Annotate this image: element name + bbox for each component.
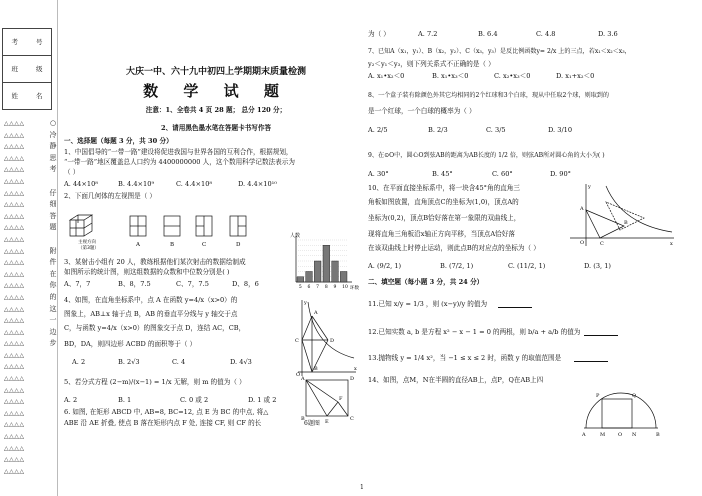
- seal-char: 边: [49, 327, 57, 336]
- seal-char: 思: [49, 153, 57, 162]
- page-number: 1: [360, 484, 364, 491]
- q4-hyperbola-figure: [288, 296, 360, 378]
- q5-option-d: D. 1 或 2: [248, 396, 277, 404]
- q14-label-n: N: [632, 432, 637, 438]
- svg-text:O: O: [296, 372, 301, 378]
- seal-char: 在: [49, 269, 57, 278]
- seal-char: 步: [49, 339, 57, 348]
- q8-line2: 是一个红球，一个白球的概率为（ ）: [368, 107, 476, 115]
- q14-label-q: Q: [632, 393, 637, 399]
- seal-char: 答: [49, 211, 57, 220]
- q14-label-b: B: [656, 432, 660, 438]
- q6-option-b: B. 6.4: [478, 30, 498, 38]
- q2-label-b: B: [170, 242, 175, 248]
- q9-option-b: B. 45°: [432, 170, 453, 178]
- q11-answer-blank[interactable]: [498, 302, 532, 308]
- exam-note-1: 注意：1、全卷共 4 页 28 题； 总分 120 分；: [145, 106, 287, 114]
- q9-option-d: D. 90°: [550, 170, 571, 178]
- seal-char: 一: [49, 316, 57, 325]
- seal-char: 的: [49, 292, 57, 301]
- exam-title: 大庆一中、六十九中初四上学期期末质量检测: [125, 67, 306, 77]
- seal-char: [49, 176, 57, 188]
- seal-triangle-row: △△△△: [4, 235, 25, 243]
- q3-line2: 如图所示的统计图，则这组数据的众数和中位数分别是( ): [64, 268, 230, 276]
- seal-triangle-row: △△△△: [4, 270, 25, 278]
- seal-char: 这: [49, 304, 57, 313]
- q12-answer-blank[interactable]: [584, 330, 618, 336]
- q6-option-c: C. 4.8: [536, 30, 556, 38]
- q8-option-d: D. 3/10: [548, 126, 573, 134]
- q12-text: 12.已知实数 a, b 是方程 x² − x − 1 = 0 的两根，则 b/a + a/b 的值为: [368, 328, 581, 336]
- q1-option-d: D. 4.4×10¹⁰: [238, 180, 277, 188]
- q3-option-d: D、8，6: [232, 280, 259, 288]
- svg-text:y: y: [588, 184, 591, 190]
- q7-line2: y₂＜y₁＜y₃，则下列关系式不正确的是（ ）: [368, 60, 495, 68]
- bar: [332, 261, 339, 282]
- q2-label-a: A: [136, 242, 140, 248]
- q10-option-a: A. (9/2, 1): [368, 262, 402, 270]
- x-axis-label: 环数: [350, 286, 359, 291]
- q3-line1: 3、某射击小组有 20 人，教练根据他们某次射击的数据绘制成: [64, 258, 246, 266]
- svg-text:D: D: [330, 338, 335, 344]
- seal-triangle-row: △△△△: [4, 212, 25, 220]
- q10-triangle-figure: [566, 180, 678, 250]
- svg-text:B: B: [624, 220, 628, 226]
- svg-text:B: B: [301, 416, 305, 422]
- bar: [314, 261, 321, 282]
- svg-text:x: x: [670, 241, 673, 247]
- q14-label-p: P: [596, 393, 600, 399]
- q4-option-d: D. 4√3: [230, 358, 252, 366]
- binding-strip: [0, 0, 58, 496]
- seal-char: 细: [49, 200, 57, 209]
- q6-option-d: D. 3.6: [598, 30, 618, 38]
- q7-option-a: A. x₁•x₂＜0: [368, 72, 405, 80]
- q7-option-b: B. x₁•x₃＜0: [432, 72, 469, 80]
- bar: [297, 277, 304, 282]
- seal-triangle-row: △△△△: [4, 467, 25, 475]
- seal-triangle-row: △△△△: [4, 317, 25, 325]
- q1-option-c: C. 4.4×10⁸: [176, 180, 213, 188]
- q2-label-c: C: [202, 242, 207, 248]
- q9-option-a: A. 30°: [368, 170, 389, 178]
- seal-triangle-row: △△△△: [4, 409, 25, 417]
- seal-char: 附: [49, 246, 57, 255]
- seal-line-triangles: [4, 118, 48, 477]
- seal-char: 冷: [49, 130, 57, 139]
- seal-triangle-row: △△△△: [4, 247, 25, 255]
- section2-heading: 二、填空题（每小题 3 分，共 24 分）: [368, 278, 484, 286]
- seal-triangle-row: △△△△: [4, 166, 25, 174]
- svg-text:A: A: [301, 376, 305, 382]
- seal-triangle-row: △△△△: [4, 456, 25, 464]
- svg-text:E: E: [325, 419, 329, 425]
- q6-line1: 6. 如图, 在矩形 ABCD 中, AB=8, BC=12, 点 E 为 BC 的中点, 将△: [64, 408, 269, 416]
- seal-triangle-row: △△△△: [4, 386, 25, 394]
- x-tick-label: 5: [298, 285, 302, 290]
- q10-option-d: D. (3, 1): [584, 262, 611, 270]
- q4-line1: 4、如图，在直角坐标系中，点 A 在函数 y=4/x（x>0）的: [64, 296, 238, 304]
- q10-option-c: C. (11/2, 1): [508, 262, 546, 270]
- seal-triangle-row: △△△△: [4, 177, 25, 185]
- q6-option-a: A. 7.2: [418, 30, 438, 38]
- q13-text: 13.抛物线 y = 1/4 x²，当 −1 ≤ x ≤ 2 时，函数 y 的取值范围是: [368, 354, 562, 362]
- bar: [323, 245, 330, 282]
- q5-text: 5、若分式方程 (2−m)/(x−1) = 1/x 无解，则 m 的值为（ ）: [64, 378, 246, 386]
- x-tick-label: 9: [333, 285, 337, 290]
- q8-line1: 8、一个盒子装有除颜色外其它均相同的2个红球和3个白球，现从中任取2个球，则取到的: [368, 92, 609, 99]
- q6-caption: 6题图: [304, 420, 320, 427]
- x-tick-label: 6: [307, 285, 311, 290]
- name-label: 姓 名: [3, 83, 52, 110]
- q14-semicircle-figure: [578, 388, 664, 440]
- q4-line2: 图象上，AB⊥x 轴于点 B，AB 的垂直平分线与 y 轴交于点: [64, 310, 238, 318]
- bar: [306, 272, 313, 283]
- y-axis-label: 人数: [290, 233, 301, 239]
- seal-triangle-row: △△△△: [4, 375, 25, 383]
- seal-triangle-row: △△△△: [4, 305, 25, 313]
- seal-char: 件: [49, 258, 57, 267]
- subject-title: 数 学 试 题: [143, 82, 289, 100]
- seal-char: 你: [49, 281, 57, 290]
- q1-line1: 1、中国倡导的“一带一路”建设将促进我国与世界各国的互利合作，根据规划，: [64, 148, 293, 156]
- q3-option-b: B、8，7.5: [118, 280, 151, 288]
- student-info-table: [2, 28, 52, 110]
- q2-label-d: D: [236, 242, 241, 248]
- seal-triangle-row: △△△△: [4, 120, 25, 127]
- q6-line2: ABE 沿 AE 折叠, 使点 B 落在矩形内点 F 处, 连接 CF, 则 CF 的长: [64, 419, 262, 427]
- svg-text:C: C: [350, 416, 354, 422]
- q5-option-c: C. 0 或 2: [180, 396, 209, 404]
- q4-option-c: C. 4: [172, 358, 186, 366]
- q10-line2: 角板如图放置，直角顶点C的坐标为(1,0)，顶点A的: [368, 198, 519, 206]
- seal-triangle-row: △△△△: [4, 328, 25, 336]
- exam-note-2: 2、请用黑色墨水笔在答题卡书写作答: [160, 124, 272, 132]
- q9-text: 9、在⊙O中，圆心O到弦AB的距离为AB长度的 1/2 倍，则弦AB所对圆心角的大小为( ): [368, 152, 605, 159]
- q7-option-c: C. x₂•x₃＜0: [494, 72, 531, 80]
- q3-option-c: C、7，7.5: [176, 280, 209, 288]
- q14-label-m: M: [600, 432, 606, 438]
- q8-option-b: B. 2/3: [428, 126, 448, 134]
- q3-option-a: A、7，7: [64, 280, 91, 288]
- svg-text:A: A: [314, 310, 318, 316]
- seal-char: 考: [49, 165, 57, 174]
- seal-char: 仔: [49, 188, 57, 197]
- q8-option-c: C. 3/5: [486, 126, 506, 134]
- seal-char: [49, 234, 57, 246]
- q1-line3: （ ）: [64, 168, 80, 176]
- svg-text:y: y: [304, 300, 307, 306]
- section1-heading: 一、选择题（每题 3 分，共 30 分）: [64, 137, 173, 145]
- svg-text:C: C: [295, 338, 299, 344]
- q9-option-c: C. 60°: [492, 170, 513, 178]
- q2-view-direction: 主视方向: [78, 240, 96, 245]
- q10-line3: 坐标为(0,2)，顶点B恰好落在第一象限的双曲线上，: [368, 214, 521, 222]
- q10-line4: 现将直角三角板沿x轴正方向平移，当顶点A恰好落: [368, 230, 515, 238]
- bar: [340, 272, 347, 283]
- seal-triangle-row: △△△△: [4, 201, 25, 209]
- exam-number-label: 考 号: [3, 29, 52, 56]
- seal-char: 题: [49, 223, 57, 232]
- seal-triangle-row: △△△△: [4, 433, 25, 441]
- q7-line1: 7、已知A（x₁，y₁）、B（x₂，y₂）、C（x₃，y₃）是反比例函数y= 2/x 上的三点，若x₁＜x₂＜x₃，: [368, 48, 631, 55]
- svg-text:C: C: [600, 241, 604, 247]
- q1-option-a: A. 44×10⁸: [64, 180, 98, 188]
- seal-triangle-row: △△△△: [4, 444, 25, 452]
- q8-option-a: A. 2/5: [368, 126, 388, 134]
- svg-text:O: O: [580, 240, 585, 246]
- seal-triangle-row: △△△△: [4, 293, 25, 301]
- class-label: 班 级: [3, 56, 52, 83]
- x-tick-label: 8: [324, 285, 328, 290]
- seal-triangle-row: △△△△: [4, 398, 25, 406]
- q1-line2: “一带一路”地区覆盖总人口约为 4400000000 人，这个数用科学记数法表示为: [64, 158, 295, 166]
- q1-option-b: B. 4.4×10⁹: [118, 180, 155, 188]
- q2-text: 2、下面几何体的左视图是（ ）: [64, 192, 157, 200]
- q5-option-a: A. 2: [64, 396, 78, 404]
- x-tick-label: 10: [342, 285, 348, 290]
- svg-text:F: F: [339, 396, 343, 402]
- q14-label-o: O: [618, 432, 623, 438]
- q2-fig-caption: （第3题）: [78, 246, 99, 251]
- seal-triangle-row: △△△△: [4, 363, 25, 371]
- q10-option-b: B. (7/2, 1): [440, 262, 474, 270]
- q4-line3: C，与函数 y=4/x（x>0）的图象交于点 D，连结 AC，CB，: [64, 324, 246, 332]
- seal-triangle-row: △△△△: [4, 143, 25, 151]
- q4-line4: BD，DA，则四边形 ACBD 的面积等于（ ）: [64, 340, 197, 348]
- svg-text:D: D: [350, 376, 355, 382]
- seal-line-text: [49, 118, 57, 350]
- seal-triangle-row: △△△△: [4, 421, 25, 429]
- seal-triangle-row: △△△△: [4, 340, 25, 348]
- q7-option-d: D. x₁+x₂＜0: [556, 72, 595, 80]
- q4-option-b: B. 2√3: [118, 358, 140, 366]
- q11-text: 11.已知 x/y = 1/3 ，则 (x−y)/y 的值为: [368, 300, 488, 308]
- q10-line1: 10、在平面直接坐标系中，将一块含45°角的直角三: [368, 184, 520, 192]
- seal-triangle-row: △△△△: [4, 224, 25, 232]
- q10-line5: 在该双曲线上时停止运动，则此点B的对应点的坐标为（ ）: [368, 244, 540, 252]
- q4-option-a: A. 2: [72, 358, 86, 366]
- seal-char: 静: [49, 142, 57, 151]
- q3-bar-chart: [286, 232, 358, 292]
- q14-text: 14、如图，点M，N在半圆的直径AB上，点P，Q在AB上四: [368, 376, 544, 384]
- q13-answer-blank[interactable]: [574, 356, 608, 362]
- x-tick-label: 7: [316, 285, 320, 290]
- svg-text:B: B: [314, 366, 318, 372]
- q2-views-figure: [64, 204, 304, 254]
- seal-triangle-row: △△△△: [4, 154, 25, 162]
- seal-triangle-row: △△△△: [4, 282, 25, 290]
- svg-text:x: x: [354, 366, 357, 372]
- q6-tail-prefix: 为（ ）: [368, 30, 390, 38]
- q6-rectangle-figure: [300, 374, 360, 426]
- svg-text:A: A: [580, 206, 584, 212]
- q14-label-a: A: [582, 432, 586, 438]
- seal-char: ○: [49, 119, 57, 127]
- seal-triangle-row: △△△△: [4, 259, 25, 267]
- seal-triangle-row: △△△△: [4, 189, 25, 197]
- seal-triangle-row: △△△△: [4, 131, 25, 139]
- q5-option-b: B. 1: [118, 396, 132, 404]
- seal-triangle-row: △△△△: [4, 351, 25, 359]
